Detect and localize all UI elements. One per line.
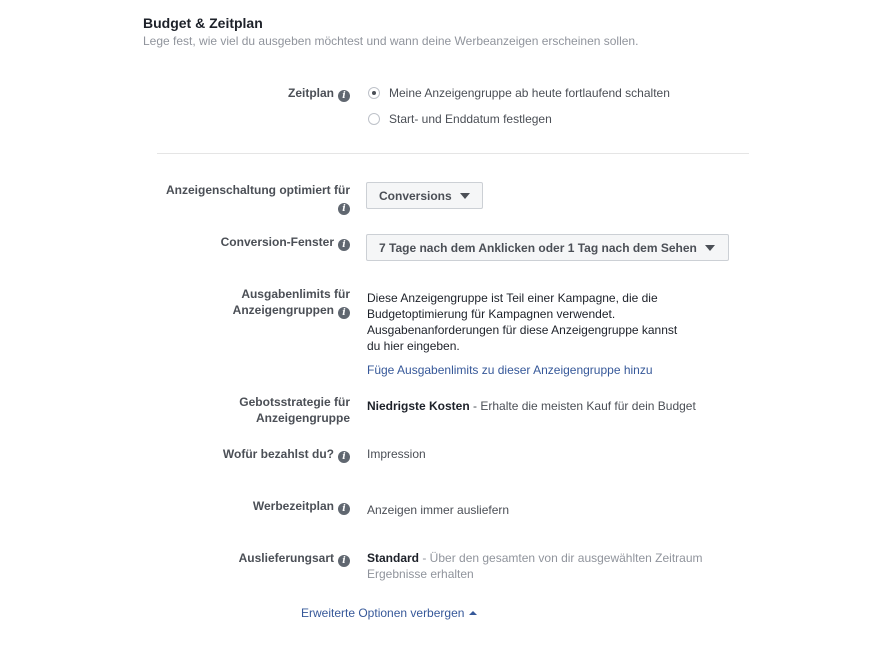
schedule-option-ongoing[interactable] (368, 86, 670, 100)
caret-down-icon (705, 245, 715, 251)
conversion-window-value: 7 Tage nach dem Anklicken oder 1 Tag nach dem Sehen (379, 240, 697, 255)
info-icon[interactable]: i (338, 239, 350, 251)
add-spend-limits-link[interactable]: Füge Ausgabenlimits zu dieser Anzeigengruppe hinzu (367, 363, 653, 377)
conversion-window-label: Conversion-Fenster i (150, 234, 350, 251)
schedule-option-label: Meine Anzeigengruppe ab heute fortlaufend schalten (389, 86, 670, 100)
spend-limits-label: Ausgabenlimits für Anzeigengruppen i (232, 287, 350, 318)
delivery-type-label: Auslieferungsart i (150, 550, 350, 567)
bid-strategy-label: Gebotsstrategie für Anzeigengruppe (239, 395, 350, 425)
optimization-dropdown[interactable] (366, 182, 483, 209)
info-icon[interactable]: i (338, 503, 350, 515)
section-subtitle: Lege fest, wie viel du ausgeben möchtest und wann deine Werbeanzeigen erscheinen sollen. (143, 34, 639, 48)
info-icon[interactable]: i (338, 90, 350, 102)
section-title: Budget & Zeitplan (143, 15, 263, 31)
spend-limits-description: Diese Anzeigengruppe ist Teil einer Kampagne, die die Budgetoptimierung für Kampagnen verwendet. Ausgabenanforderungen für diese Anzeigengruppe kannst du hier eingeben. (367, 291, 678, 353)
optimization-value: Conversions (379, 188, 452, 203)
info-icon[interactable]: i (338, 307, 350, 319)
optimization-label: Anzeigenschaltung optimiert für i (165, 183, 350, 214)
conversion-window-dropdown[interactable] (366, 234, 729, 261)
delivery-type-value: Standard - Über den gesamten von dir ausgewählten Zeitraum Ergebnisse erhalten (367, 551, 703, 581)
caret-up-icon (469, 611, 477, 615)
schedule-label: Zeitplan i (150, 85, 350, 102)
radio-selected[interactable] (368, 87, 380, 99)
section-divider (157, 153, 749, 154)
schedule-option-label: Start- und Enddatum festlegen (389, 112, 552, 126)
hide-advanced-options-link[interactable]: Erweiterte Optionen verbergen (301, 606, 477, 620)
ad-scheduling-value: Anzeigen immer ausliefern (367, 503, 510, 517)
caret-down-icon (460, 193, 470, 199)
schedule-option-start-end[interactable] (368, 112, 552, 126)
info-icon[interactable]: i (338, 203, 350, 215)
info-icon[interactable]: i (338, 555, 350, 567)
info-icon[interactable]: i (338, 451, 350, 463)
charged-for-value: Impression (367, 447, 426, 461)
bid-strategy-value: Niedrigste Kosten - Erhalte die meisten Kauf für dein Budget (367, 399, 696, 413)
ad-scheduling-label: Werbezeitplan i (150, 498, 350, 515)
charged-for-label: Wofür bezahlst du? i (150, 446, 350, 463)
radio-unselected[interactable] (368, 113, 380, 125)
